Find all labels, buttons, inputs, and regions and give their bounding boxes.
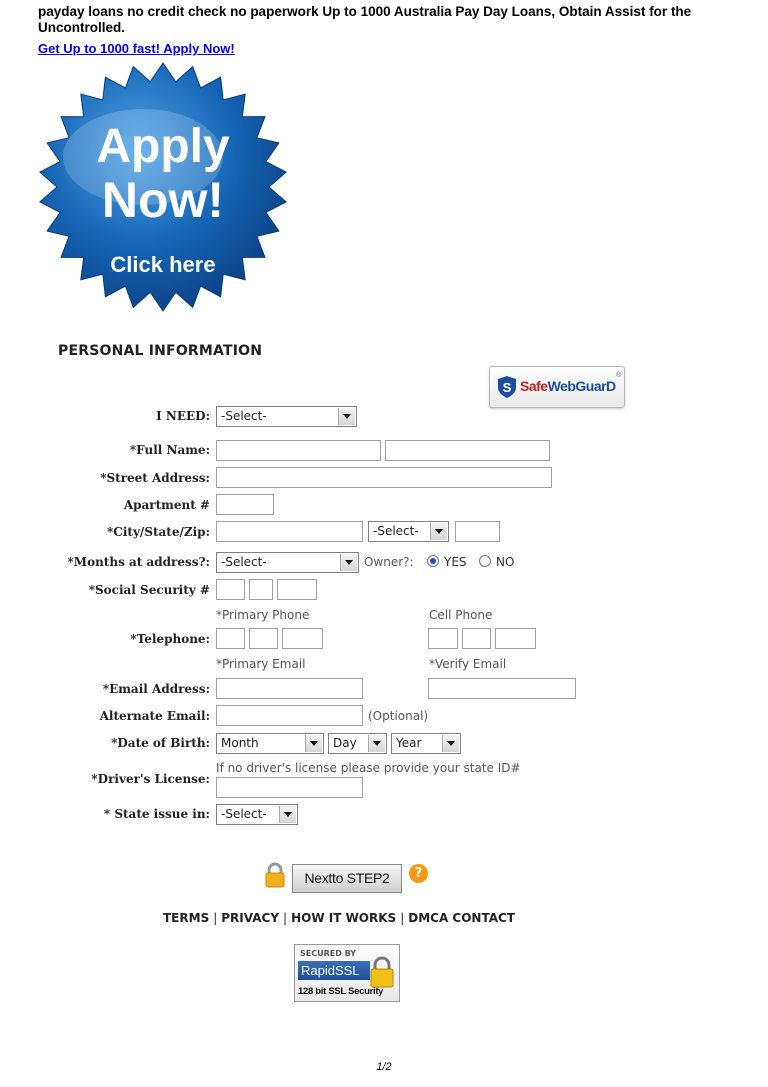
chevron-down-icon (442, 735, 459, 752)
how-it-works-link[interactable]: HOW IT WORKS (291, 911, 397, 925)
state-issue-select[interactable] (216, 804, 298, 825)
terms-link[interactable]: TERMS (163, 911, 210, 925)
street-input[interactable] (216, 467, 552, 488)
badge-line1: Apply (96, 120, 230, 173)
cell-phone-prefix-input[interactable] (462, 628, 491, 649)
license-hint: If no driver's license please provide your state ID# (216, 761, 521, 775)
next-step-button[interactable]: Nextto STEP2 (292, 864, 402, 893)
ssn-part1-input[interactable] (216, 579, 245, 600)
dob-year-select[interactable] (391, 733, 461, 754)
chevron-down-icon (340, 554, 357, 571)
license-input[interactable] (216, 777, 363, 798)
license-label: *Driver's License: (91, 772, 210, 786)
safewebguard-text (520, 378, 616, 394)
state-value: -Select- (373, 524, 419, 538)
help-icon[interactable]: ? (409, 864, 428, 883)
ssn-part2-input[interactable] (249, 579, 273, 600)
shield-icon (497, 375, 517, 399)
apartment-label: Apartment # (123, 498, 210, 512)
last-name-input[interactable] (385, 440, 550, 461)
primary-phone-line-input[interactable] (282, 628, 323, 649)
badge-line3: Click here (110, 252, 216, 277)
primary-email-input[interactable] (216, 678, 363, 699)
document-title: payday loans no credit check no paperwork Up to 1000 Australia Pay Day Loans, Obtain Assist for the Uncontrolled. (38, 4, 692, 35)
ssn-label: *Social Security # (88, 583, 210, 597)
months-value: -Select- (221, 555, 267, 569)
footer-separator: | (213, 911, 218, 925)
owner-yes-label: YES (444, 555, 467, 569)
telephone-label: *Telephone: (130, 632, 210, 646)
ssn-part3-input[interactable] (277, 579, 317, 600)
primary-phone-hint: *Primary Phone (216, 608, 310, 622)
section-title: PERSONAL INFORMATION (58, 343, 263, 359)
apartment-input[interactable] (216, 494, 274, 515)
street-label: *Street Address: (100, 471, 210, 485)
owner-label: Owner?: (364, 555, 414, 569)
chevron-down-icon (279, 806, 296, 823)
cell-phone-area-input[interactable] (428, 628, 458, 649)
dob-month-value: Month (221, 736, 259, 750)
lock-icon (264, 862, 286, 888)
i-need-value: -Select- (221, 409, 267, 423)
state-select[interactable] (368, 521, 449, 542)
dob-day-value: Day (333, 736, 357, 750)
padlock-icon (367, 955, 397, 989)
chevron-down-icon (430, 523, 447, 540)
primary-phone-prefix-input[interactable] (249, 628, 278, 649)
chevron-down-icon (305, 735, 322, 752)
months-select[interactable] (216, 552, 359, 573)
alt-email-input[interactable] (216, 705, 363, 726)
state-issue-label: * State issue in: (103, 807, 210, 821)
primary-phone-area-input[interactable] (216, 628, 245, 649)
dob-month-select[interactable] (216, 733, 324, 754)
i-need-select[interactable] (216, 406, 357, 427)
city-input[interactable] (216, 521, 363, 542)
ssl-bits: 128 bit SSL Security (298, 986, 384, 997)
rapidssl-seal[interactable] (294, 944, 400, 1002)
privacy-link[interactable]: PRIVACY (221, 911, 280, 925)
first-name-input[interactable] (216, 440, 381, 461)
owner-no-label: NO (496, 555, 515, 569)
apply-now-badge[interactable] (38, 62, 288, 312)
dmca-contact-link[interactable]: DMCA CONTACT (408, 911, 515, 925)
primary-email-hint: *Primary Email (216, 657, 306, 671)
chevron-down-icon (368, 735, 385, 752)
safewebguard-part2: WebGuarD (547, 378, 616, 394)
apply-link[interactable]: Get Up to 1000 fast! Apply Now! (38, 41, 235, 56)
dob-label: *Date of Birth: (111, 736, 210, 750)
months-label: *Months at address?: (67, 555, 210, 569)
footer-separator: | (283, 911, 288, 925)
safewebguard-logo (489, 366, 625, 408)
svg-text:S: S (502, 380, 512, 395)
zip-input[interactable] (455, 521, 500, 542)
footer-links (163, 911, 515, 925)
email-label: *Email Address: (102, 682, 210, 696)
i-need-label: I NEED: (156, 409, 210, 423)
dob-year-value: Year (396, 736, 422, 750)
verify-email-hint: *Verify Email (429, 657, 507, 671)
owner-yes-radio[interactable] (427, 555, 439, 567)
owner-no-radio[interactable] (479, 555, 491, 567)
optional-hint: (Optional) (368, 709, 429, 723)
verify-email-input[interactable] (428, 678, 576, 699)
starburst-icon (38, 62, 288, 312)
city-label: *City/State/Zip: (107, 525, 210, 539)
cell-phone-hint: Cell Phone (429, 608, 493, 622)
alt-email-label: Alternate Email: (99, 709, 210, 723)
state-issue-value: -Select- (221, 807, 267, 821)
safewebguard-part1: Safe (520, 378, 548, 394)
full-name-label: *Full Name: (129, 443, 210, 457)
badge-line2: Now! (101, 172, 225, 228)
page-number: 1/2 (376, 1061, 392, 1073)
ssl-secured-by: SECURED BY (300, 949, 357, 958)
footer-separator: | (400, 911, 405, 925)
ssl-brand: RapidSSL (298, 961, 370, 980)
cell-phone-line-input[interactable] (495, 628, 536, 649)
registered-mark: ® (616, 372, 622, 379)
dob-day-select[interactable] (328, 733, 387, 754)
chevron-down-icon (338, 408, 355, 425)
